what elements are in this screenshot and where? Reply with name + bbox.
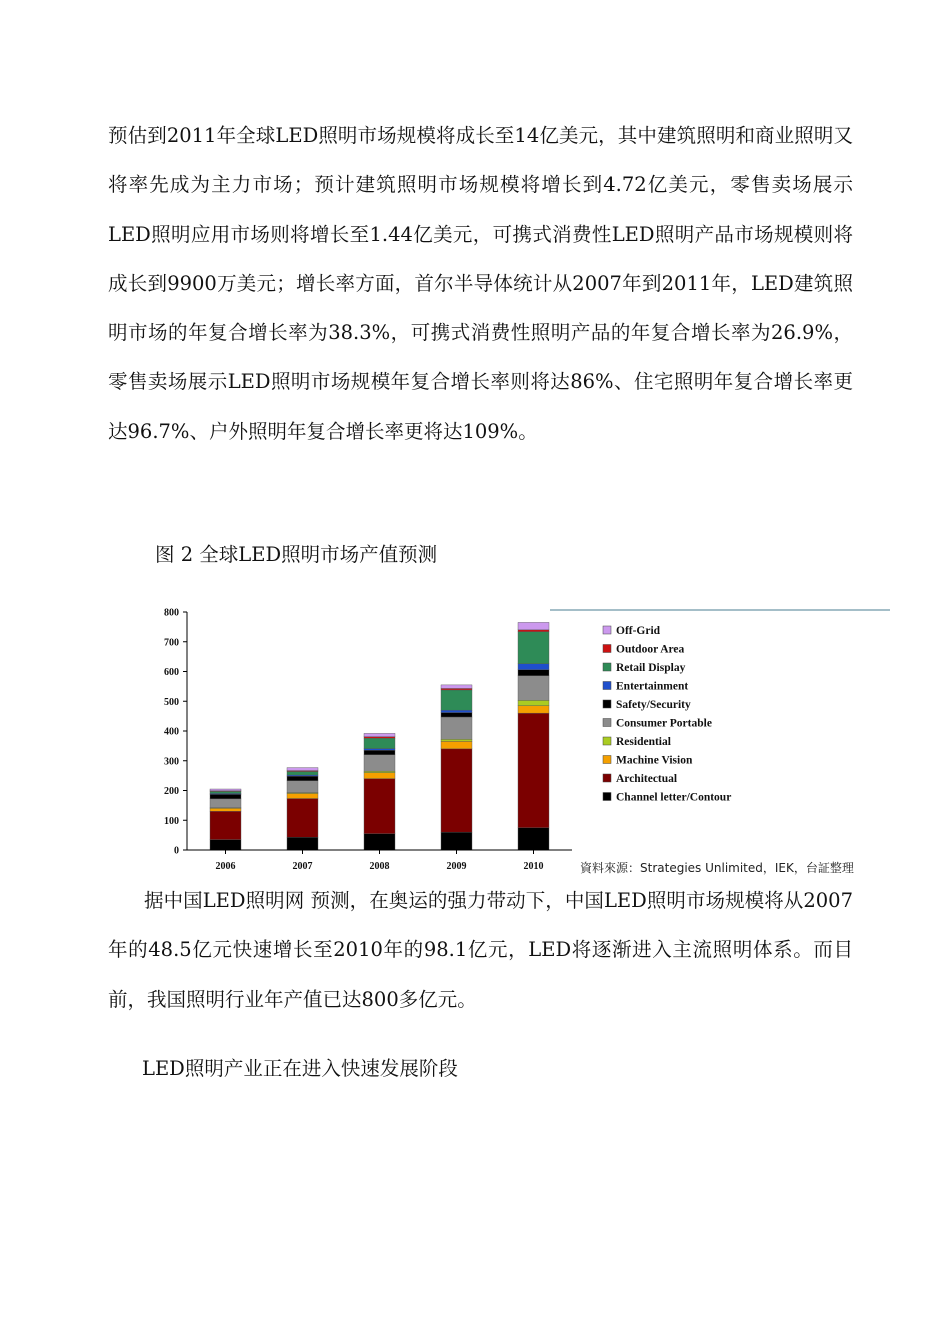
bar-segment bbox=[287, 837, 318, 850]
bar-segment bbox=[518, 700, 549, 705]
bar-segment bbox=[518, 632, 549, 664]
stacked-bar-chart bbox=[150, 600, 895, 880]
bar-segment bbox=[210, 789, 241, 791]
bar-segment bbox=[287, 781, 318, 793]
legend-label: Entertainment bbox=[616, 680, 689, 693]
y-tick-label: 700 bbox=[164, 637, 179, 649]
bar-segment bbox=[518, 828, 549, 850]
bar-segment bbox=[518, 676, 549, 701]
legend-swatch bbox=[603, 756, 611, 764]
bar-segment bbox=[364, 750, 395, 754]
bar-segment bbox=[210, 811, 241, 839]
bar-segment bbox=[441, 710, 472, 712]
bar-segment bbox=[441, 685, 472, 689]
legend-swatch bbox=[603, 645, 611, 653]
legend-label: Architectual bbox=[616, 773, 678, 785]
bar-segment bbox=[210, 840, 241, 850]
bar-segment bbox=[287, 771, 318, 775]
bar-segment bbox=[441, 688, 472, 689]
bar-segment bbox=[441, 690, 472, 710]
bar-segment bbox=[518, 664, 549, 670]
legend-swatch bbox=[603, 626, 611, 634]
x-tick-label: 2007 bbox=[292, 861, 313, 872]
body-paragraph-2: 据中国LED照明网 预测，在奥运的强力带动下，中国LED照明市场规模将从2007年的48.5亿元快速增长至2010年的98.1亿元，LED将逐渐进入主流照明体系。而目前，我国照明行业年产值已达800多亿元。 bbox=[108, 889, 853, 1011]
bar-segment bbox=[441, 717, 472, 739]
bar-segment bbox=[364, 737, 395, 738]
legend-swatch bbox=[603, 700, 611, 708]
bar-segment bbox=[364, 749, 395, 751]
bar-segment bbox=[210, 791, 241, 793]
legend-label: Consumer Portable bbox=[616, 717, 712, 730]
bar-segment bbox=[364, 738, 395, 748]
legend-label: Safety/Security bbox=[616, 699, 691, 711]
figure-caption: 图 2 全球LED照明市场产值预测 bbox=[155, 543, 438, 566]
x-tick-label: 2006 bbox=[215, 861, 236, 872]
y-tick-label: 0 bbox=[174, 845, 179, 857]
legend-swatch bbox=[603, 774, 611, 782]
bar-segment bbox=[441, 741, 472, 748]
legend-swatch bbox=[603, 719, 611, 727]
section-heading: LED照明产业正在进入快速发展阶段 bbox=[142, 1057, 458, 1080]
bar-segment bbox=[364, 733, 395, 736]
legend-label: Channel letter/Contour bbox=[616, 791, 732, 804]
bar-segment bbox=[441, 739, 472, 741]
y-tick-label: 600 bbox=[164, 667, 179, 678]
y-tick-label: 800 bbox=[164, 607, 179, 619]
legend-swatch bbox=[603, 793, 611, 801]
bar-segment bbox=[287, 776, 318, 780]
legend-label: Machine Vision bbox=[616, 754, 693, 767]
source-note: 資料來源：Strategies Unlimited，IEK，台証整理 bbox=[580, 861, 854, 875]
bar-segment bbox=[287, 768, 318, 771]
bar-segment bbox=[287, 793, 318, 798]
legend-label: Retail Display bbox=[616, 662, 686, 674]
bar-segment bbox=[210, 799, 241, 808]
bar-segment bbox=[518, 670, 549, 676]
legend-swatch bbox=[603, 682, 611, 690]
body-paragraph-1: 预估到2011年全球LED照明市场规模将成长至14亿美元，其中建筑照明和商业照明又将率先成为主力市场；预计建筑照明市场规模将增长到4.72亿美元，零售卖场展示LED照明应用市场则将增长至1.44亿美元，可携式消费性LED照明产品市场规模则将成长到9900万美元；增长率方面，首尔半导体统计从2007年到2011年，LED建筑照明市场的年复合增长率为38.3%，可携式消费性照明产品的年复合增长率为26.9%，零售卖场展示LED照明市场规模年复合增长率则将达86%、住宅照明年复合增长率更达96.7%、户外照明年复合增长率更将达109%。 bbox=[108, 124, 853, 443]
legend-swatch bbox=[603, 663, 611, 671]
legend-label: Off-Grid bbox=[616, 625, 661, 637]
legend-label: Outdoor Area bbox=[616, 643, 685, 656]
x-tick-label: 2010 bbox=[523, 861, 544, 872]
bar-segment bbox=[518, 706, 549, 713]
bar-segment bbox=[441, 749, 472, 832]
bar-segment bbox=[518, 622, 549, 629]
bar-segment bbox=[364, 773, 395, 779]
bar-segment bbox=[518, 630, 549, 632]
bar-segment bbox=[364, 755, 395, 771]
x-tick-label: 2009 bbox=[446, 861, 467, 872]
y-tick-label: 500 bbox=[164, 696, 179, 708]
y-tick-label: 300 bbox=[164, 756, 179, 768]
bar-segment bbox=[287, 799, 318, 838]
bar-segment bbox=[364, 779, 395, 834]
chart-canvas bbox=[150, 600, 895, 880]
x-tick-label: 2008 bbox=[369, 861, 390, 872]
y-tick-label: 200 bbox=[164, 786, 179, 797]
legend-label: Residential bbox=[616, 736, 671, 748]
bar-segment bbox=[210, 794, 241, 798]
bar-segment bbox=[441, 832, 472, 850]
bar-segment bbox=[364, 834, 395, 850]
y-tick-label: 100 bbox=[164, 815, 179, 827]
bar-segment bbox=[518, 713, 549, 828]
y-tick-label: 400 bbox=[164, 726, 179, 738]
bar-segment bbox=[441, 713, 472, 717]
legend-swatch bbox=[603, 737, 611, 745]
bar-segment bbox=[210, 808, 241, 811]
bar-segment bbox=[364, 771, 395, 772]
